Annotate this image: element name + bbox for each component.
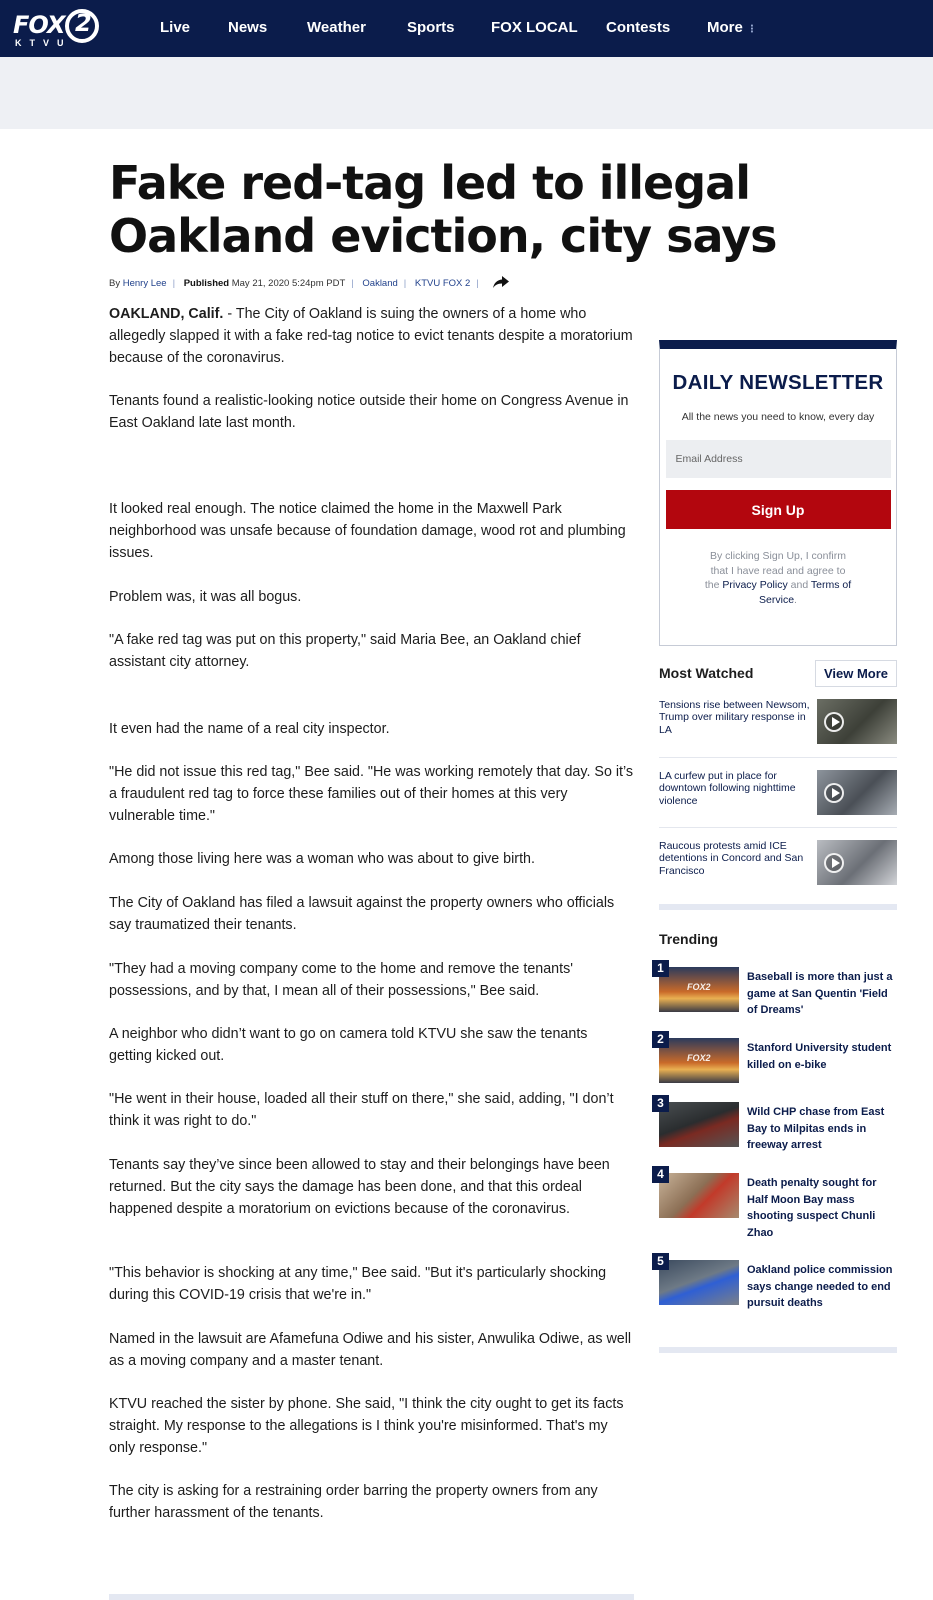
fox-ktvu-logo[interactable] [13, 9, 99, 49]
article-paragraph: "He went in their house, loaded all their stuff on there," she said, adding, "I don’t think it was right to do." [109, 1091, 614, 1130]
nav-weather[interactable]: Weather [307, 19, 366, 36]
nav-more-label: More [707, 19, 743, 36]
trending-rank: 4 [652, 1166, 669, 1183]
divider [659, 827, 897, 828]
privacy-policy-link[interactable]: Privacy Policy [722, 579, 788, 591]
article-paragraph: "They had a moving company come to the home and remove the tenants' possessions, and by that, I mean all of their possessions," Bee said. [109, 961, 573, 1000]
trending-title[interactable]: Baseball is more than just a game at San Quentin 'Field of Dreams' [747, 971, 893, 1016]
ad-banner-placeholder [0, 57, 933, 129]
article-paragraph: It even had the name of a real city inspector. [109, 721, 390, 737]
trending-title[interactable]: Oakland police commission says change needed to end pursuit deaths [747, 1264, 893, 1309]
paragraph-text: - The City of Oakland is suing the owners of a home who allegedly slapped it with a fake red-tag notice to evict tenants despite a moratorium because of the coronavirus. [109, 306, 633, 367]
article-headline: Fake red-tag led to illegal Oakland eviction, city says [109, 156, 777, 263]
signup-button[interactable]: Sign Up [666, 490, 891, 529]
article-paragraph: KTVU reached the sister by phone. She said, "I think the city ought to get its facts straight. My response to the allegations is I think you're misinformed. That's my only response." [109, 1396, 624, 1457]
article-paragraph: Problem was, it was all bogus. [109, 589, 302, 605]
thumbnail-watermark: FOX2 [687, 1053, 711, 1063]
article-paragraph: It looked real enough. The notice claimed the home in the Maxwell Park neighborhood was unsafe because of foundation damage, wood rot and plumbing issues. [109, 501, 626, 562]
trending-rank: 2 [652, 1031, 669, 1048]
most-watched-title[interactable]: Tensions rise between Newsom, Trump over military response in LA [659, 699, 810, 736]
trending-thumbnail[interactable] [659, 1038, 739, 1083]
article-bottom-divider [109, 1594, 634, 1600]
most-watched-heading: Most Watched [659, 665, 754, 681]
trending-rank: 5 [652, 1253, 669, 1270]
trending-thumbnail[interactable] [659, 967, 739, 1012]
sidebar-divider-bar [659, 1347, 897, 1353]
thumbnail-watermark: FOX2 [687, 982, 711, 992]
logo-ktvu-text: KTVU [15, 38, 72, 48]
trending-rank: 3 [652, 1095, 669, 1112]
most-watched-title[interactable]: Raucous protests amid ICE detentions in Concord and San Francisco [659, 840, 804, 877]
legal-text: By clicking Sign Up, I confirm that I have read and agree to the [704, 550, 846, 591]
article-paragraph: The city is asking for a restraining order barring the property owners from any further harassment of the tenants. [109, 1483, 598, 1522]
most-watched-title[interactable]: LA curfew put in place for downtown following nighttime violence [659, 770, 796, 807]
most-watched-item[interactable] [659, 699, 897, 761]
most-watched-item[interactable] [659, 840, 897, 902]
newsletter-box [659, 340, 897, 646]
play-icon[interactable] [824, 853, 844, 873]
trending-thumbnail[interactable] [659, 1102, 739, 1147]
play-icon[interactable] [824, 783, 844, 803]
article-paragraph: Named in the lawsuit are Afamefuna Odiwe and his sister, Anwulika Odiwe, as well as a moving company and a master tenant. [109, 1331, 632, 1370]
terms-of-service-link[interactable]: Terms of Service [759, 579, 852, 606]
nav-more[interactable] [707, 19, 757, 36]
video-thumbnail[interactable] [817, 770, 897, 815]
sidebar-divider-bar [659, 904, 897, 910]
legal-and: and [787, 579, 811, 591]
author-link[interactable]: Henry Lee [122, 278, 167, 290]
newsletter-legal [703, 549, 853, 607]
byline-by-label: By [109, 278, 121, 290]
nav-contests[interactable]: Contests [606, 19, 671, 36]
newsletter-title: DAILY NEWSLETTER [672, 371, 884, 394]
more-dots-icon: ⋮ [746, 24, 757, 35]
article-paragraph: Tenants found a realistic-looking notice outside their home on Congress Avenue in East Oakland late last month. [109, 393, 629, 432]
trending-thumbnail[interactable] [659, 1260, 739, 1305]
most-watched-item[interactable] [659, 770, 897, 832]
article-paragraph [109, 303, 634, 370]
section-link[interactable]: Oakland [362, 278, 398, 290]
nav-fox-local[interactable]: FOX LOCAL [491, 19, 578, 36]
nav-live[interactable]: Live [160, 19, 191, 36]
nav-news[interactable]: News [228, 19, 268, 36]
divider [659, 757, 897, 758]
byline: By Henry Lee | Published May 21, 2020 5:24pm PDT | Oakland | KTVU FOX 2 | [109, 276, 509, 291]
article-paragraph: "He did not issue this red tag," Bee said. "He was working remotely that day. So it’s a fraudulent red tag to force these families out of their homes at this very vulnerable time." [109, 764, 634, 825]
article-paragraph: Tenants say they’ve since been allowed to stay and their belongings have been returned. But the city says the damage has been done, and that this ordeal happened despite a moratorium on evictions because of the coronavirus. [109, 1157, 610, 1218]
article-paragraph: The City of Oakland has filed a lawsuit against the property owners who officials say traumatized their tenants. [109, 895, 615, 934]
logo-fox-text: FOX [13, 11, 65, 39]
article-paragraph: "A fake red tag was put on this property," said Maria Bee, an Oakland chief assistant city attorney. [109, 632, 581, 671]
newsletter-subtitle: All the news you need to know, every day [681, 411, 875, 423]
article-paragraph: "This behavior is shocking at any time," Bee said. "But it's particularly shocking during this COVID-19 crisis that we're in." [109, 1265, 607, 1304]
legal-suffix: . [794, 593, 797, 606]
view-more-button[interactable]: View More [815, 660, 897, 687]
video-thumbnail[interactable] [817, 699, 897, 744]
publish-date: May 21, 2020 5:24pm PDT [231, 278, 346, 290]
trending-thumbnail[interactable] [659, 1173, 739, 1218]
nav-sports[interactable]: Sports [407, 19, 455, 36]
source-link[interactable]: KTVU FOX 2 [414, 278, 471, 290]
email-field[interactable] [666, 440, 891, 478]
trending-title[interactable]: Wild CHP chase from East Bay to Milpitas ends in freeway arrest [747, 1106, 885, 1151]
share-icon[interactable] [493, 276, 509, 291]
trending-heading: Trending [659, 931, 719, 947]
article-dateline: OAKLAND, Calif. [109, 306, 224, 322]
published-label: Published [183, 278, 230, 290]
play-icon[interactable] [824, 712, 844, 732]
trending-title[interactable]: Death penalty sought for Half Moon Bay mass shooting suspect Chunli Zhao [747, 1177, 877, 1239]
article-paragraph: A neighbor who didn’t want to go on camera told KTVU she saw the tenants getting kicked out. [109, 1026, 588, 1065]
trending-rank: 1 [652, 960, 669, 977]
article-paragraph: Among those living here was a woman who was about to give birth. [109, 851, 535, 867]
video-thumbnail[interactable] [817, 840, 897, 885]
trending-title[interactable]: Stanford University student killed on e-bike [747, 1042, 892, 1071]
top-nav [0, 0, 933, 57]
